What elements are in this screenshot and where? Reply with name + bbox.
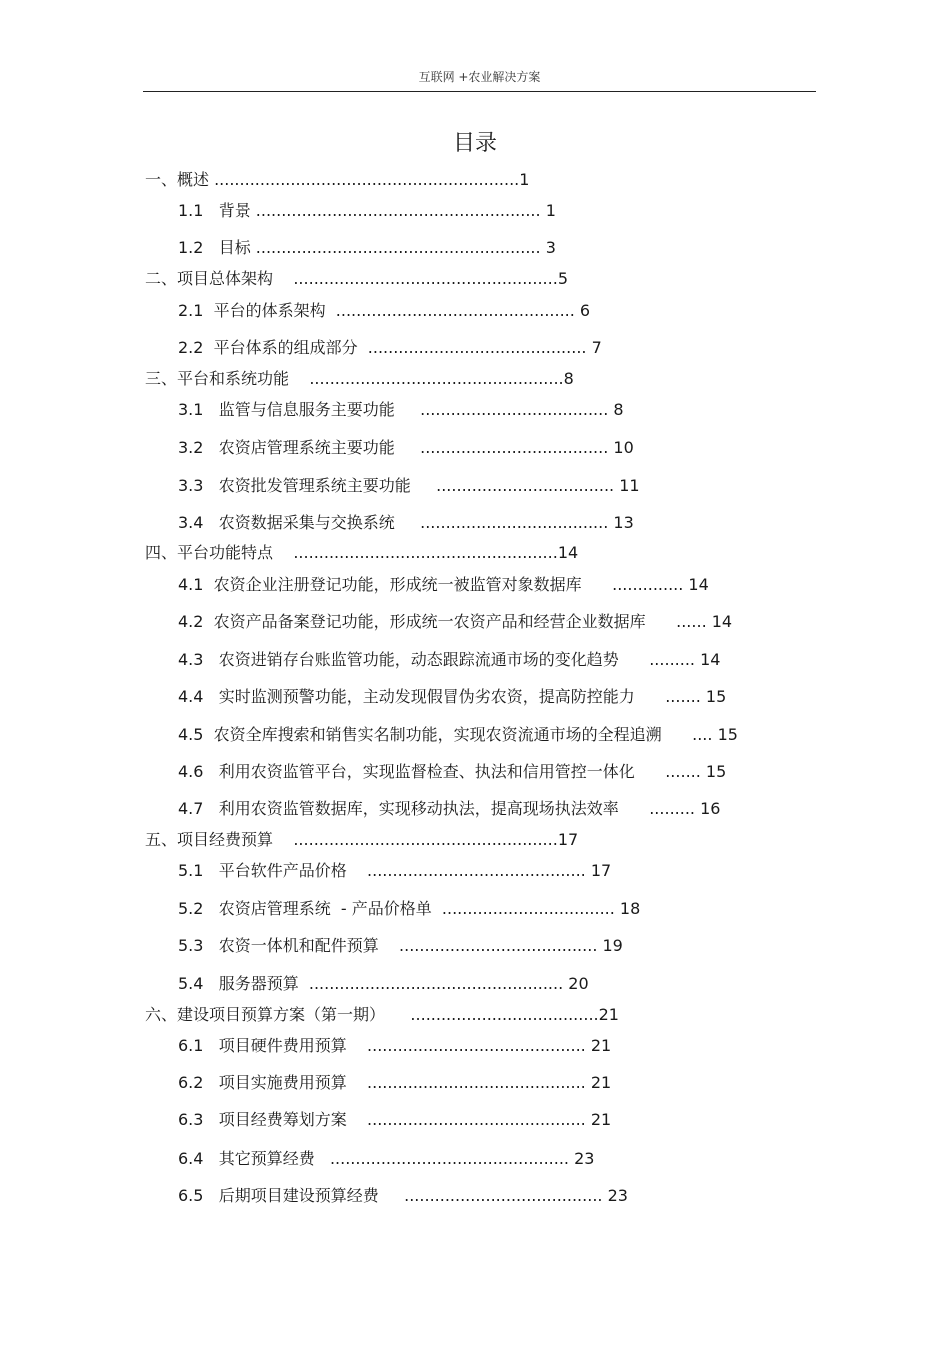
toc-entry-5[interactable]: 五、项目经费预算 ....................................................17 (145, 830, 579, 849)
toc-entry-4-4[interactable]: 4.4 实时监测预警功能，主动发现假冒伪劣农资，提高防控能力 ....... 15 (178, 687, 727, 706)
toc-entry-3-2[interactable]: 3.2 农资店管理系统主要功能 ..................................... 10 (178, 438, 634, 457)
toc-entry-4-6[interactable]: 4.6 利用农资监管平台，实现监督检查、执法和信用管控一体化 ....... 15 (178, 762, 727, 781)
toc-entry-6-4[interactable]: 6.4 其它预算经费 ............................................... 23 (178, 1149, 595, 1168)
toc-entry-6-5[interactable]: 6.5 后期项目建设预算经费 ....................................... 23 (178, 1186, 628, 1205)
toc-entry-2-2[interactable]: 2.2 平台体系的组成部分 ........................................... 7 (178, 338, 602, 357)
toc-title: 目录 (452, 131, 497, 156)
header-divider (143, 91, 816, 92)
toc-entry-6-2[interactable]: 6.2 项目实施费用预算 ........................................... 21 (178, 1073, 612, 1092)
toc-entry-3[interactable]: 三、平台和系统功能 ..................................................8 (145, 369, 574, 388)
toc-entry-4[interactable]: 四、平台功能特点 ....................................................14 (145, 543, 579, 562)
toc-entry-5-4[interactable]: 5.4 服务器预算 .................................................. 20 (178, 974, 589, 993)
toc-entry-2[interactable]: 二、项目总体架构 ....................................................5 (145, 269, 568, 288)
toc-entry-4-1[interactable]: 4.1 农资企业注册登记功能，形成统一被监管对象数据库 .............. 14 (178, 575, 709, 594)
toc-entry-3-3[interactable]: 3.3 农资批发管理系统主要功能 ................................... 11 (178, 476, 640, 495)
toc-entry-4-2[interactable]: 4.2 农资产品备案登记功能，形成统一农资产品和经营企业数据库 ...... 14 (178, 612, 733, 631)
toc-entry-4-3[interactable]: 4.3 农资进销存台账监管功能，动态跟踪流通市场的变化趋势 ......... 14 (178, 650, 721, 669)
toc-entry-5-3[interactable]: 5.3 农资一体机和配件预算 ....................................... 19 (178, 936, 623, 955)
toc-entry-2-1[interactable]: 2.1 平台的体系架构 ............................................... 6 (178, 301, 591, 320)
toc-entry-6-3[interactable]: 6.3 项目经费筹划方案 ........................................... 21 (178, 1110, 612, 1129)
toc-entry-3-1[interactable]: 3.1 监管与信息服务主要功能 ..................................... 8 (178, 400, 624, 419)
page-header: 互联网 +农业解决方案 (418, 70, 541, 84)
toc-entry-5-1[interactable]: 5.1 平台软件产品价格 ........................................... 17 (178, 861, 612, 880)
toc-entry-4-5[interactable]: 4.5 农资全库搜索和销售实名制功能，实现农资流通市场的全程追溯 .... 15 (178, 725, 738, 744)
toc-entry-4-7[interactable]: 4.7 利用农资监管数据库，实现移动执法，提高现场执法效率 ......... 16 (178, 799, 721, 818)
toc-entry-1-2[interactable]: 1.2 目标 ........................................................ 3 (178, 238, 556, 257)
toc-entry-1[interactable]: 一、概述 ............................................................1 (145, 170, 530, 189)
toc-entry-3-4[interactable]: 3.4 农资数据采集与交换系统 ..................................... 13 (178, 513, 634, 532)
toc-entry-6-1[interactable]: 6.1 项目硬件费用预算 ........................................... 21 (178, 1036, 612, 1055)
toc-entry-5-2[interactable]: 5.2 农资店管理系统 - 产品价格单 .................................. 18 (178, 899, 641, 918)
toc-entry-6[interactable]: 六、建设项目预算方案（第一期） .....................................21 (145, 1005, 619, 1024)
toc-entry-1-1[interactable]: 1.1 背景 ........................................................ 1 (178, 201, 556, 220)
